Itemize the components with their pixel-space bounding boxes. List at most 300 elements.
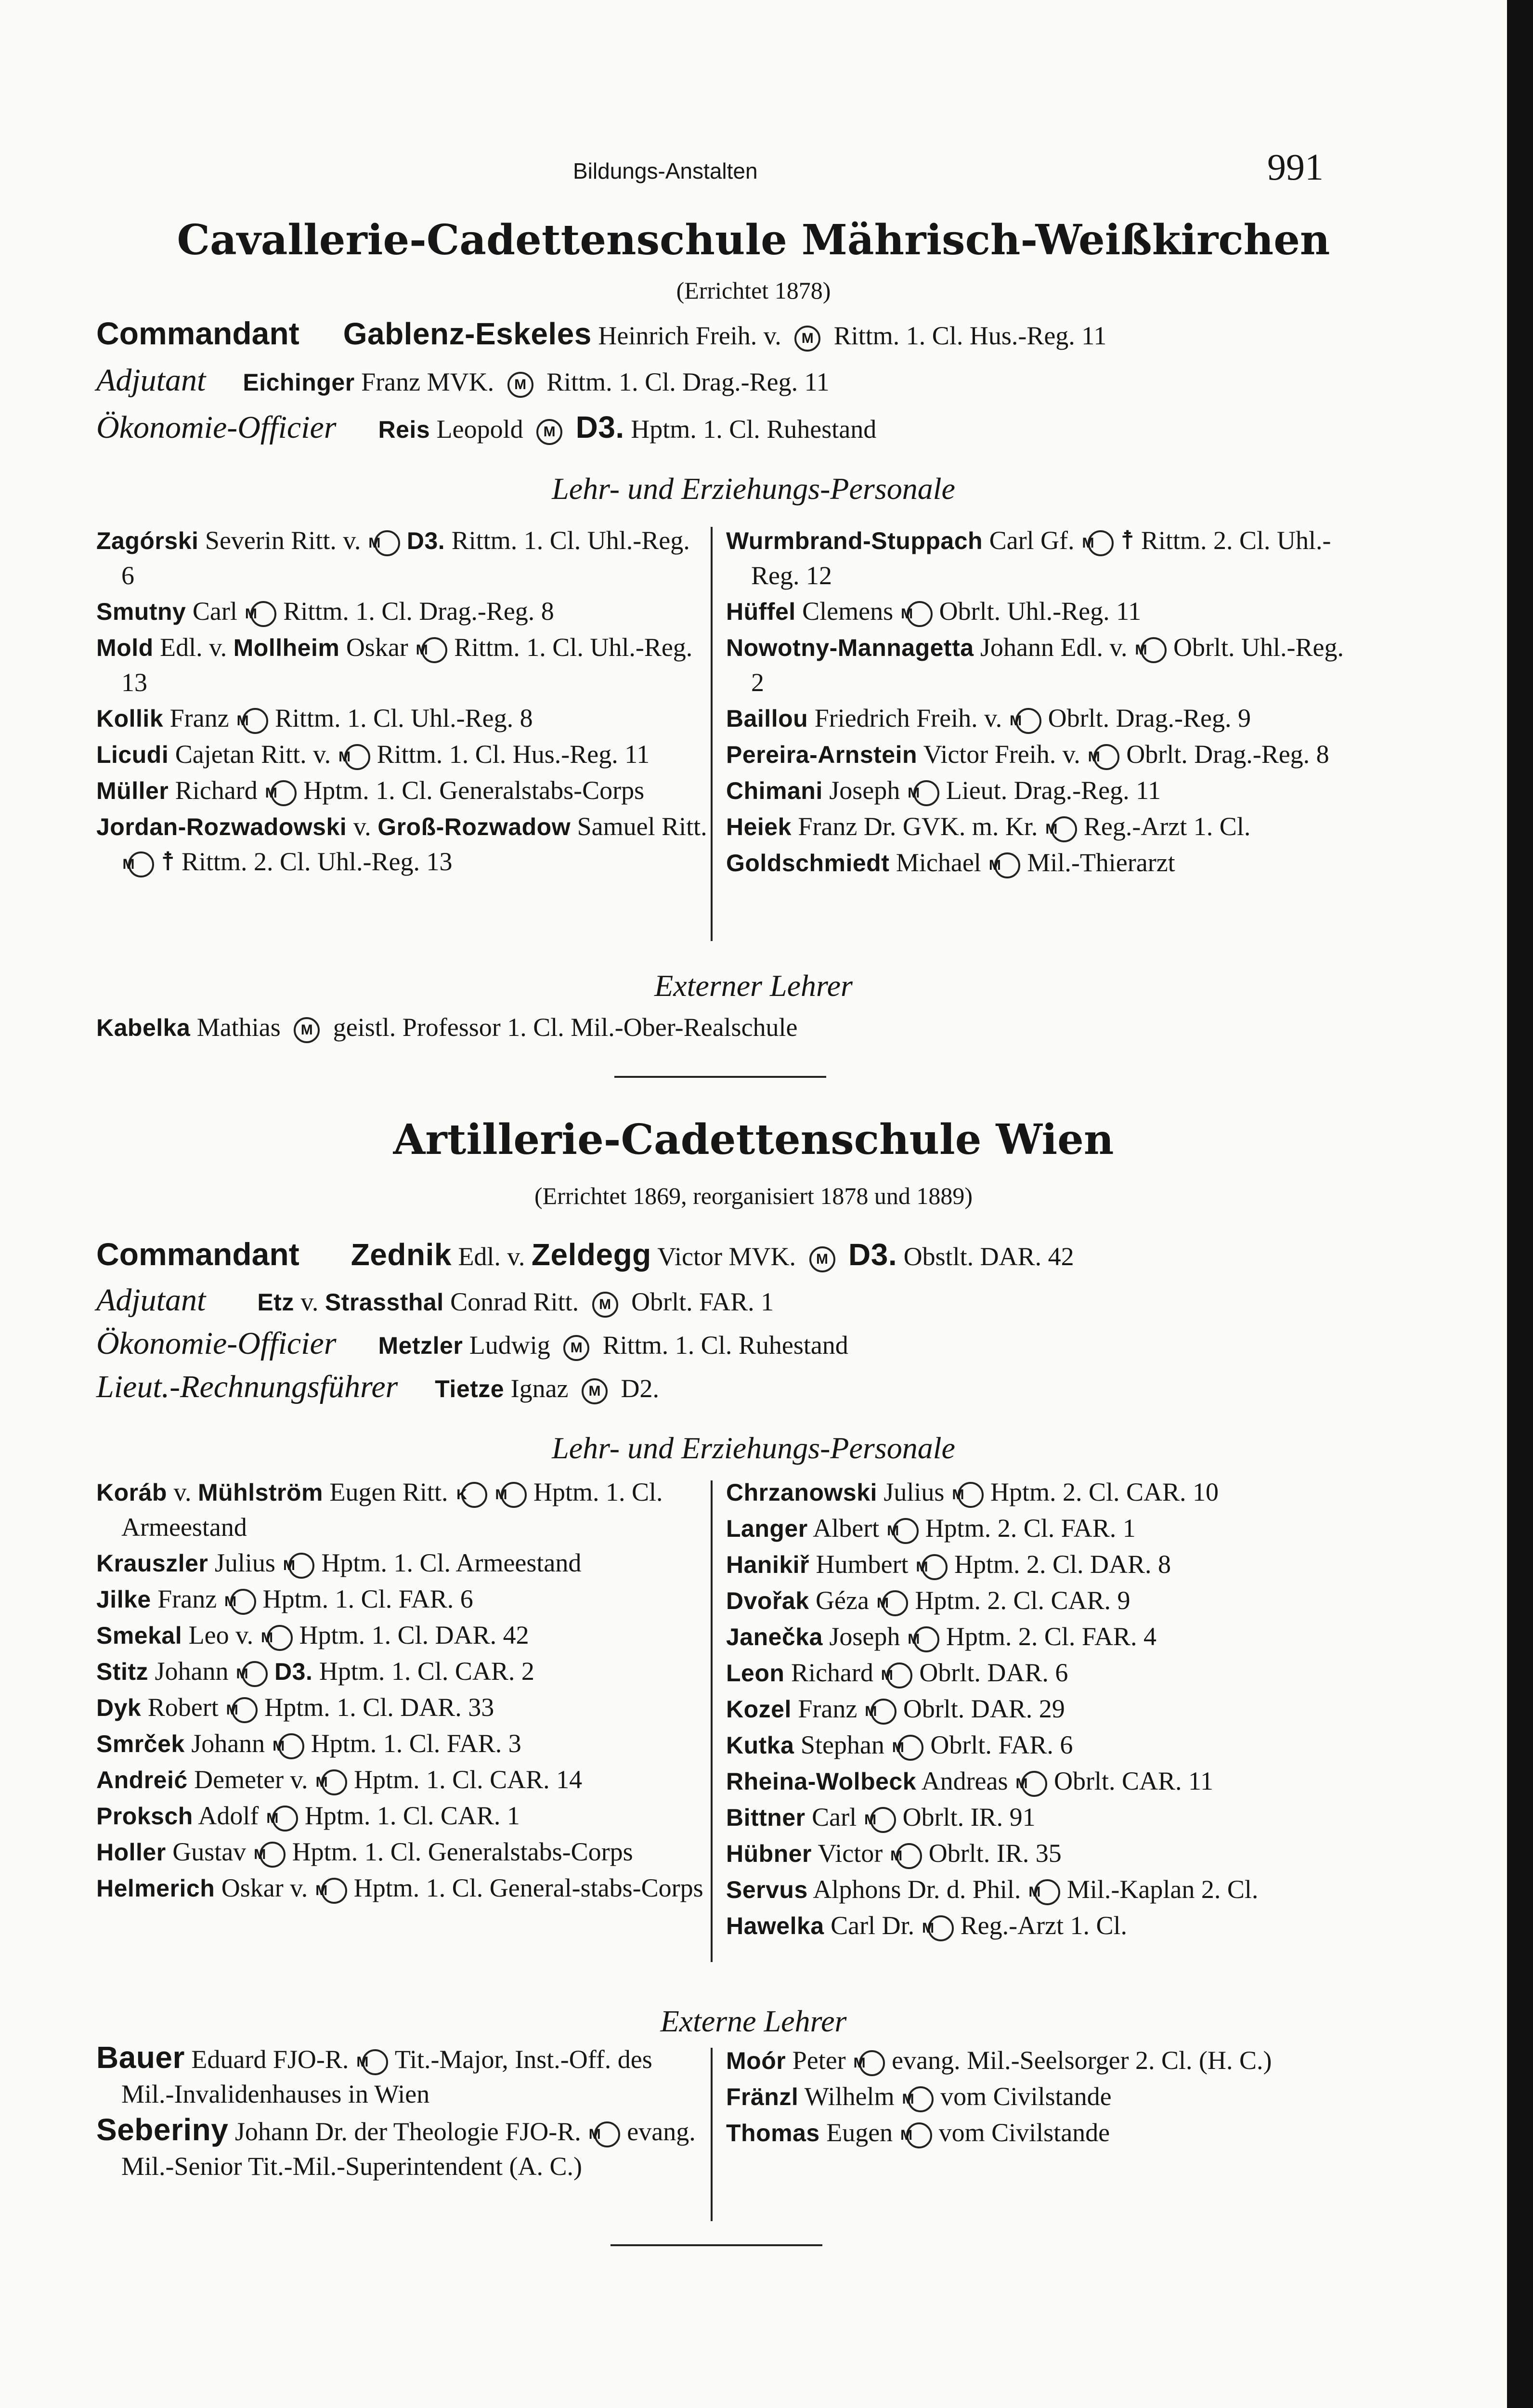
medal-icon: M — [594, 2121, 620, 2147]
medal-icon: M — [242, 1661, 268, 1687]
medal-icon: M — [896, 1843, 922, 1869]
person-surname: Baillou — [726, 705, 808, 732]
medal-icon: M — [250, 601, 276, 627]
person-given-name: Carl Gf. — [989, 526, 1075, 555]
commandant-name: Zednik — [351, 1237, 452, 1272]
person-surname: Mold — [96, 634, 154, 661]
list-item — [726, 1475, 1352, 1510]
s2-external-heading: Externe Lehrer — [660, 2004, 847, 2038]
person-surname: Hanikiř — [726, 1551, 810, 1578]
person-rank-unit: Hptm. 2. Cl. FAR. 4 — [946, 1622, 1156, 1651]
column-divider — [711, 2048, 713, 2221]
person-surname: Smekal — [96, 1622, 182, 1649]
list-item — [96, 2112, 708, 2184]
medal-icon: M — [242, 708, 268, 734]
person-rank-unit: Mil.-Kaplan 2. Cl. — [1066, 1875, 1259, 1904]
person-rank-unit: evang. Mil.-Senior Tit.-Mil.-Superintendent (A. C.) — [121, 2117, 696, 2181]
officer-decoration: D3. — [575, 410, 624, 445]
person-rank-unit: Obrlt. Uhl.-Reg. 11 — [939, 597, 1142, 626]
medal-icon: M — [563, 1335, 589, 1361]
person-predicate: Mühlström — [197, 1479, 324, 1506]
person-given-name: Oskar v. — [221, 1873, 308, 1902]
medal-icon: M — [374, 530, 400, 556]
person-given-name: Friedrich Freih. v. — [814, 704, 1002, 733]
adjutant-mid: v. — [300, 1287, 319, 1316]
person-rank-unit: Tit.-Major, Inst.-Off. des Mil.-Invalidenhauses in Wien — [121, 2045, 652, 2108]
list-item — [726, 1872, 1352, 1907]
person-given-name: Peter — [792, 2046, 846, 2075]
person-surname: Müller — [96, 777, 169, 804]
paymaster-role: Lieut.-Rechnungsführer — [96, 1369, 398, 1404]
list-item — [96, 1618, 708, 1653]
medal-icon: M — [1141, 637, 1167, 663]
person-surname: Chimani — [726, 777, 823, 804]
person-rank-unit: Obrlt. IR. 35 — [928, 1839, 1062, 1868]
person-surname: Moór — [726, 2047, 786, 2074]
person-rank-unit: Obrlt. IR. 91 — [902, 1803, 1036, 1832]
s2-officer-line — [96, 1325, 848, 1362]
list-item — [96, 2040, 708, 2111]
medal-icon: M — [501, 1482, 527, 1508]
external-name: Kabelka — [96, 1014, 191, 1041]
person-surname: Servus — [726, 1876, 808, 1903]
person-rank-unit: Obrlt. Drag.-Reg. 8 — [1126, 740, 1329, 769]
person-rank-unit: vom Civilstande — [940, 2082, 1112, 2111]
list-item — [726, 2079, 1352, 2114]
person-detail: Samuel Ritt. — [577, 812, 707, 841]
person-surname: Krauszler — [96, 1550, 208, 1577]
person-given-name: Demeter v. — [194, 1765, 308, 1794]
list-item — [726, 523, 1352, 593]
officer-role: Ökonomie-Officier — [96, 410, 337, 445]
person-surname: Chrzanowski — [726, 1479, 877, 1506]
adjutant-name2: Strassthal — [325, 1289, 444, 1316]
medal-icon: M — [272, 1806, 298, 1832]
person-rank-unit: Rittm. 2. Cl. Uhl.-Reg. 13 — [181, 847, 453, 876]
medal-icon: M — [278, 1733, 304, 1759]
person-rank-unit: Reg.-Arzt 1. Cl. — [960, 1911, 1128, 1940]
person-rank-unit: Obrlt. DAR. 6 — [919, 1658, 1068, 1687]
person-given-name: v. — [353, 812, 371, 841]
commandant-after: Obstlt. DAR. 42 — [903, 1242, 1074, 1271]
list-item — [726, 1583, 1352, 1618]
s2-staff-left — [96, 1475, 708, 1907]
commandant-decoration: D3. — [848, 1237, 897, 1272]
person-rank-unit: Obrlt. FAR. 6 — [930, 1730, 1073, 1759]
person-rank-unit: Obrlt. CAR. 11 — [1054, 1767, 1214, 1795]
person-surname: Bauer — [96, 2040, 185, 2075]
person-surname: Hüffel — [726, 598, 796, 625]
commandant-name: Gablenz-Eskeles — [343, 316, 592, 351]
medal-icon: M — [271, 780, 297, 806]
person-surname: Bittner — [726, 1804, 805, 1831]
person-given-name: Franz Dr. GVK. m. Kr. — [798, 812, 1038, 841]
medal-icon: M — [908, 2086, 934, 2112]
s1-staff-heading: Lehr- und Erziehungs-Personale — [552, 471, 955, 506]
adjutant-role: Adjutant — [96, 363, 206, 398]
adjutant-after: Rittm. 1. Cl. Drag.-Reg. 11 — [546, 367, 830, 396]
person-given-name: Johann Edl. v. — [980, 633, 1128, 662]
officer-role: Ökonomie-Officier — [96, 1326, 337, 1361]
medal-icon: M — [870, 1807, 896, 1833]
s1-commandant-line — [96, 315, 1106, 352]
person-given-name: Carl Dr. — [831, 1911, 915, 1940]
section2-title: Artillerie-Cadettenschule Wien — [393, 1115, 1114, 1164]
s2-staff-heading: Lehr- und Erziehungs-Personale — [552, 1431, 955, 1465]
person-surname: Holler — [96, 1839, 166, 1866]
list-item — [726, 1836, 1352, 1871]
medal-icon: M — [859, 2050, 885, 2076]
medal-icon: M — [536, 419, 562, 445]
section-divider — [611, 2244, 822, 2246]
person-given-name: Carl — [192, 597, 237, 626]
person-given-name: Franz — [157, 1584, 217, 1613]
person-given-name: Stephan — [800, 1730, 884, 1759]
medal-icon: M — [421, 637, 447, 663]
person-given-name: Géza — [816, 1586, 869, 1615]
medal-icon: M — [907, 601, 933, 627]
person-given-name: Wilhelm — [804, 2082, 895, 2111]
list-item — [96, 737, 708, 772]
person-rank-unit: Rittm. 1. Cl. Uhl.-Reg. 13 — [121, 633, 693, 697]
person-rank-unit: Rittm. 1. Cl. Drag.-Reg. 8 — [283, 597, 554, 626]
medal-icon: M — [1088, 530, 1114, 556]
medal-icon: M — [928, 1915, 954, 1941]
person-surname: Helmerich — [96, 1875, 215, 1902]
person-detail: Eugen Ritt. — [329, 1478, 448, 1506]
person-given-name: Robert — [147, 1693, 219, 1722]
medal-icon: M — [809, 1246, 835, 1272]
person-detail: Oskar — [346, 633, 408, 662]
person-given-name: Leo v. — [188, 1621, 254, 1649]
paymaster-before: Ignaz — [510, 1374, 569, 1403]
list-item — [96, 1582, 708, 1617]
medal-icon: M — [1051, 816, 1077, 842]
person-given-name: Clemens — [802, 597, 894, 626]
medal-icon: M — [362, 2049, 388, 2075]
medal-icon: M — [260, 1842, 286, 1868]
medal-icon: M — [794, 326, 820, 352]
commandant-mid: Edl. v. — [458, 1242, 525, 1271]
person-rank-unit: Mil.-Thierarzt — [1027, 848, 1175, 877]
list-item — [96, 809, 708, 879]
section1-title: Cavallerie-Cadettenschule Mährisch-Weißkirchen — [177, 216, 1330, 264]
list-item — [96, 1475, 708, 1544]
person-surname: Licudi — [96, 741, 169, 768]
s2-staff-right — [726, 1475, 1352, 1944]
adjutant-before: Conrad Ritt. — [450, 1287, 579, 1316]
medal-icon: M — [267, 1625, 293, 1651]
person-surname: Smrček — [96, 1730, 185, 1757]
person-rank-unit: Hptm. 1. Cl. FAR. 6 — [262, 1584, 473, 1613]
commandant-role: Commandant — [96, 1236, 299, 1272]
officer-name: Reis — [378, 416, 430, 443]
person-surname: Zagórski — [96, 527, 199, 554]
person-given-name: Alphons Dr. d. Phil. — [813, 1875, 1021, 1904]
person-rank-unit: Hptm. 1. Cl. DAR. 42 — [299, 1621, 529, 1649]
medal-icon: M — [288, 1553, 314, 1579]
person-rank-unit: Hptm. 1. Cl. CAR. 14 — [354, 1765, 583, 1794]
commandant-name2: Zeldegg — [531, 1237, 651, 1272]
person-given-name: Adolf — [198, 1801, 259, 1830]
medal-icon: M — [1093, 744, 1119, 770]
person-given-name: Gustav — [172, 1837, 247, 1866]
external-after: geistl. Professor 1. Cl. Mil.-Ober-Realschule — [333, 1013, 798, 1042]
s2-external-left — [96, 2040, 708, 2185]
person-rank-unit: evang. Mil.-Seelsorger 2. Cl. (H. C.) — [892, 2046, 1272, 2075]
person-given-name: Albert — [813, 1514, 880, 1543]
person-surname: Koráb — [96, 1479, 167, 1506]
person-surname: Janečka — [726, 1623, 823, 1650]
list-item — [726, 1727, 1352, 1763]
external-before: Mathias — [196, 1013, 281, 1042]
section2-founded: (Errichtet 1869, reorganisiert 1878 und 1889) — [534, 1182, 973, 1209]
person-predicate: Mollheim — [233, 634, 340, 661]
officer-after: Rittm. 1. Cl. Ruhestand — [602, 1331, 848, 1360]
medal-icon: M — [994, 852, 1020, 878]
commandant-before: Victor MVK. — [657, 1242, 796, 1271]
person-rank-unit: Lieut. Drag.-Reg. 11 — [946, 776, 1161, 805]
person-given-name: Eugen — [826, 2118, 893, 2147]
list-item — [726, 2115, 1352, 2150]
person-surname: Smutny — [96, 598, 186, 625]
list-item — [726, 1547, 1352, 1582]
person-surname: Goldschmiedt — [726, 850, 890, 877]
person-given-name: Franz — [169, 704, 229, 733]
medal-icon: M — [958, 1482, 984, 1508]
person-rank-unit: Hptm. 2. Cl. CAR. 10 — [990, 1478, 1219, 1506]
person-given-name: Johann — [155, 1657, 229, 1686]
medal-icon: M — [906, 2122, 932, 2148]
person-surname: Thomas — [726, 2120, 820, 2146]
person-given-name: Carl — [812, 1803, 857, 1832]
medal-icon: M — [592, 1292, 618, 1318]
s1-external-heading: Externer Lehrer — [654, 968, 853, 1003]
list-item — [726, 1908, 1352, 1943]
person-rank-unit: Hptm. 1. Cl. Generalstabs-Corps — [292, 1837, 633, 1866]
person-given-name: v. — [173, 1478, 192, 1506]
person-given-name: Franz — [798, 1694, 857, 1723]
list-item — [96, 523, 708, 593]
list-item — [726, 1619, 1352, 1654]
medal-icon: M — [1034, 1879, 1060, 1905]
adjutant-name: Eichinger — [243, 369, 355, 396]
person-given-name: Victor Freih. v. — [923, 740, 1080, 769]
person-rank-unit: Obrlt. Uhl.-Reg. 2 — [751, 633, 1344, 697]
medal-icon: M — [922, 1554, 948, 1580]
list-item — [96, 594, 708, 629]
person-rank-unit: Rittm. 2. Cl. Uhl.-Reg. 12 — [751, 526, 1331, 590]
person-surname: Fränzl — [726, 2083, 799, 2110]
officer-after: Hptm. 1. Cl. Ruhestand — [631, 415, 877, 444]
paymaster-decoration: D2. — [621, 1374, 660, 1403]
medal-icon: M — [230, 1589, 256, 1615]
officer-before: Ludwig — [469, 1331, 550, 1360]
s1-staff-right — [726, 523, 1352, 881]
person-rank-unit: Hptm. 1. Cl. Armeestand — [121, 1478, 663, 1542]
person-given-name: Richard — [175, 776, 258, 805]
list-item — [96, 630, 708, 700]
person-given-name: Julius — [883, 1478, 945, 1506]
list-item — [726, 845, 1352, 880]
person-given-name: Johann — [191, 1729, 265, 1758]
person-rank-unit: Hptm. 2. Cl. CAR. 9 — [915, 1586, 1130, 1615]
medal-icon: M — [321, 1769, 347, 1795]
s2-external-right — [726, 2043, 1352, 2151]
person-surname: Pereira-Arnstein — [726, 741, 918, 768]
person-surname: Hawelka — [726, 1912, 824, 1939]
list-item — [726, 1511, 1352, 1546]
person-rank-unit: Obrlt. DAR. 29 — [903, 1694, 1065, 1723]
person-surname: Rheina-Wolbeck — [726, 1768, 917, 1795]
person-predicate: Groß-Rozwadow — [377, 813, 571, 840]
person-surname: Kozel — [726, 1696, 792, 1723]
list-item — [96, 1762, 708, 1797]
person-surname: Dvořak — [726, 1587, 809, 1614]
medal-icon: M — [897, 1735, 923, 1761]
medal-icon: M — [321, 1878, 347, 1904]
cross-icon: ☨ — [161, 847, 175, 876]
person-surname: Seberiny — [96, 2112, 229, 2147]
person-surname: Jilke — [96, 1586, 151, 1613]
list-item — [96, 773, 708, 808]
column-divider — [711, 1480, 713, 1962]
person-given-name: Severin Ritt. v. — [205, 526, 361, 555]
list-item — [726, 1691, 1352, 1727]
person-rank-unit: vom Civilstande — [938, 2118, 1110, 2147]
medal-icon: M — [128, 851, 154, 877]
person-surname: Proksch — [96, 1803, 193, 1830]
s1-staff-left — [96, 523, 708, 880]
commandant-role: Commandant — [96, 315, 299, 351]
person-rank-unit: Hptm. 1. Cl. DAR. 33 — [264, 1693, 494, 1722]
list-item — [726, 809, 1352, 844]
s2-paymaster-line — [96, 1369, 659, 1405]
person-rank-unit: Obrlt. Drag.-Reg. 9 — [1048, 704, 1251, 733]
person-given-name: Victor — [818, 1839, 883, 1868]
medal-icon: M — [232, 1697, 258, 1723]
list-item — [96, 1798, 708, 1833]
list-item — [726, 2043, 1352, 2078]
person-given-name: Joseph — [829, 1622, 900, 1651]
list-item — [96, 1690, 708, 1725]
s1-officer-line — [96, 409, 876, 446]
medal-icon: M — [886, 1662, 912, 1688]
person-surname: Nowotny-Mannagetta — [726, 634, 974, 661]
medal-icon: M — [882, 1590, 908, 1616]
adjutant-name: Etz — [257, 1289, 294, 1316]
person-given-name: Andreas — [921, 1767, 1008, 1795]
person-given-name: Johann Dr. der Theologie FJO-R. — [234, 2117, 581, 2146]
medal-icon: M — [893, 1518, 919, 1544]
person-surname: Jordan-Rozwadowski — [96, 813, 347, 840]
person-rank-unit: Hptm. 1. Cl. General-stabs-Corps — [353, 1873, 703, 1902]
list-item — [726, 701, 1352, 736]
person-rank-unit: Hptm. 2. Cl. FAR. 1 — [925, 1514, 1136, 1543]
medal-icon: M — [582, 1378, 608, 1404]
adjutant-after: Obrlt. FAR. 1 — [631, 1287, 774, 1316]
person-rank-unit: Hptm. 1. Cl. FAR. 3 — [311, 1729, 521, 1758]
person-surname: Stitz — [96, 1658, 149, 1685]
person-rank-unit: Hptm. 1. Cl. Armeestand — [321, 1548, 582, 1577]
medal-icon: M — [1021, 1771, 1047, 1797]
person-surname: Langer — [726, 1515, 808, 1542]
list-item — [96, 701, 708, 736]
person-given-name: Cajetan Ritt. v. — [175, 740, 331, 769]
medal-icon: M — [913, 1626, 939, 1652]
list-item — [96, 1545, 708, 1581]
section-divider — [614, 1076, 826, 1078]
person-given-name: Joseph — [829, 776, 900, 805]
person-rank-unit: Hptm. 1. Cl. Generalstabs-Corps — [303, 776, 645, 805]
person-surname: Leon — [726, 1660, 785, 1687]
adjutant-role: Adjutant — [96, 1283, 206, 1318]
officer-before: Leopold — [436, 415, 523, 444]
person-given-name: Humbert — [816, 1550, 909, 1579]
medal-icon: M — [344, 744, 370, 770]
s1-external-entry — [96, 1012, 798, 1043]
person-rank-unit: Rittm. 1. Cl. Hus.-Reg. 11 — [377, 740, 650, 769]
person-given-name: Eduard FJO-R. — [191, 2045, 349, 2074]
list-item — [96, 1834, 708, 1870]
medal-icon: M — [507, 372, 533, 398]
s2-commandant-line — [96, 1236, 1074, 1272]
decoration-label: D3. — [406, 527, 445, 554]
running-head: Bildungs-Anstalten — [573, 158, 758, 183]
medal-icon: M — [1015, 708, 1041, 734]
medal-icon: M — [294, 1017, 320, 1043]
person-surname: Heiek — [726, 813, 792, 840]
commandant-before: Heinrich Freih. v. — [598, 321, 781, 350]
list-item — [726, 630, 1352, 700]
page-number: 991 — [1267, 146, 1324, 188]
person-rank-unit: Rittm. 1. Cl. Uhl.-Reg. 6 — [121, 526, 690, 590]
list-item — [726, 1655, 1352, 1690]
list-item — [726, 1764, 1352, 1799]
person-rank-unit: Hptm. 1. Cl. CAR. 1 — [304, 1801, 520, 1830]
paymaster-name: Tietze — [435, 1375, 505, 1402]
person-given-name: Edl. v. — [160, 633, 227, 662]
decoration-label: D3. — [274, 1658, 313, 1685]
list-item — [726, 1800, 1352, 1835]
list-item — [726, 773, 1352, 808]
cross-icon: ☨ — [1120, 526, 1135, 555]
list-item — [96, 1726, 708, 1761]
knight-cross-icon: K — [461, 1482, 487, 1508]
section1-founded: (Errichtet 1878) — [676, 277, 831, 304]
person-surname: Hübner — [726, 1840, 812, 1867]
person-surname: Kutka — [726, 1732, 794, 1759]
column-divider — [711, 527, 713, 941]
person-surname: Kollik — [96, 705, 164, 732]
person-rank-unit: Hptm. 1. Cl. CAR. 2 — [319, 1657, 534, 1686]
scan-edge — [1507, 0, 1533, 2408]
medal-icon: M — [913, 780, 939, 806]
person-given-name: Julius — [214, 1548, 275, 1577]
person-rank-unit: Rittm. 1. Cl. Uhl.-Reg. 8 — [275, 704, 533, 733]
person-surname: Dyk — [96, 1694, 142, 1721]
person-surname: Andreić — [96, 1767, 188, 1793]
person-surname: Wurmbrand-Stuppach — [726, 527, 983, 554]
list-item — [96, 1871, 708, 1906]
person-rank-unit: Hptm. 2. Cl. DAR. 8 — [954, 1550, 1171, 1579]
medal-icon: M — [870, 1699, 896, 1725]
person-rank-unit: Reg.-Arzt 1. Cl. — [1083, 812, 1251, 841]
person-given-name: Michael — [896, 848, 981, 877]
person-given-name: Richard — [791, 1658, 873, 1687]
s2-adjutant-line — [96, 1282, 774, 1319]
list-item — [96, 1654, 708, 1689]
